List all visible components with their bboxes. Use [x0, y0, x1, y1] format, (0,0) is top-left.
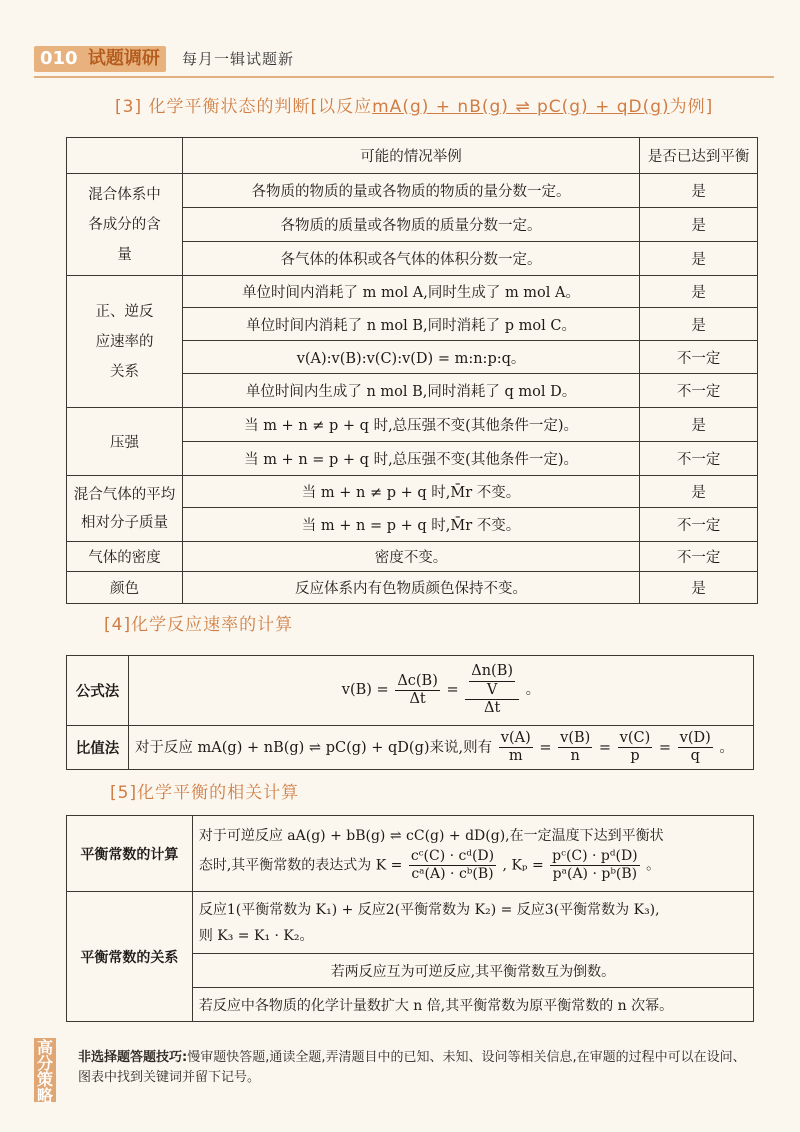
fraction-ratio-c [618, 730, 653, 766]
example-cell: 密度不变。 [182, 542, 639, 572]
header-cell-example: 可能的情况举例 [182, 138, 639, 174]
formula-end: 。 [525, 682, 541, 699]
section5-heading: [5]化学平衡的相关计算 [110, 783, 300, 803]
fraction-numerator: Δc(B) [395, 673, 440, 691]
ratio-equals: = [598, 739, 612, 756]
formula-lhs: v(B) = [341, 682, 389, 699]
page-number-badge [34, 46, 166, 72]
example-cell: 当 m + n = p + q 时,总压强不变(其他条件一定)。 [182, 442, 639, 476]
k-relation-b: 若两反应互为可逆反应,其平衡常数互为倒数。 [192, 954, 753, 988]
table-row [67, 476, 758, 508]
table-row [67, 656, 754, 726]
fraction-inner [469, 663, 515, 699]
group-label-density: 气体的密度 [67, 542, 183, 572]
example-cell: 单位时间内生成了 n mol B,同时消耗了 q mol D。 [182, 374, 639, 408]
result-cell: 是 [640, 276, 758, 308]
fraction-kp [550, 848, 640, 883]
k-calc-prefix: 态时,其平衡常数的表达式为 K = [198, 857, 403, 874]
fraction-denominator: pᵃ(A) · pᵇ(B) [552, 866, 638, 882]
example-cell: v(A):v(B):v(C):v(D) = m:n:p:q。 [182, 341, 639, 374]
rate-calculation-table [66, 655, 754, 770]
footer-tip [34, 1038, 770, 1105]
ratio-method-label: 比值法 [67, 726, 129, 770]
table-row [67, 276, 758, 308]
k-relation-a-line2: 则 K₃ = K₁ · K₂。 [198, 927, 314, 944]
result-cell: 不一定 [640, 374, 758, 408]
k-relation-label: 平衡常数的关系 [67, 892, 193, 1022]
ratio-text: 对于反应 mA(g) + nB(g) ⇌ pC(g) + qD(g)来说,则有 [134, 739, 493, 756]
header-cell-result: 是否已达到平衡 [640, 138, 758, 174]
equilibrium-judgement-table [66, 137, 758, 604]
k-calc-label: 平衡常数的计算 [67, 816, 193, 892]
tip-text [78, 1048, 758, 1088]
example-cell: 各物质的物质的量或各物质的物质的量分数一定。 [182, 174, 639, 208]
k-calc-line2 [199, 848, 747, 883]
page-header [34, 44, 774, 76]
strategy-side-tag: 高分策略 [34, 1038, 56, 1102]
table-row [67, 816, 754, 892]
fraction-numerator: v(B) [558, 730, 592, 748]
fraction-ratio-a [499, 730, 533, 766]
k-relation-c: 若反应中各物质的化学计量数扩大 n 倍,其平衡常数为原平衡常数的 n 次幂。 [192, 988, 753, 1022]
header-divider [34, 76, 774, 78]
fraction-denominator: m [508, 748, 523, 764]
k-relation-a [192, 892, 753, 954]
table-row [67, 408, 758, 442]
formula-equals: = [446, 682, 459, 699]
section3-heading [115, 92, 713, 117]
formula-method-label: 公式法 [67, 656, 129, 726]
fraction-numerator: v(D) [678, 730, 713, 748]
section-tag: 试题调研 [87, 48, 160, 69]
fraction-k [409, 848, 496, 883]
header-cell-blank [67, 138, 183, 174]
group-label-pressure: 压强 [67, 408, 183, 476]
fraction-denominator: V [486, 681, 498, 698]
fraction-dn-v-dt [465, 663, 519, 717]
table-row [67, 572, 758, 604]
fraction-ratio-b [558, 730, 592, 766]
example-cell: 当 m + n = p + q 时,M̄r 不变。 [182, 508, 639, 542]
ratio-end: 。 [719, 739, 734, 756]
fraction-numerator: cᶜ(C) · cᵈ(D) [410, 848, 495, 865]
example-cell: 各物质的质量或各物质的质量分数一定。 [182, 208, 639, 242]
table-row [67, 542, 758, 572]
fraction-denominator: cᵃ(A) · cᵇ(B) [411, 866, 494, 882]
ratio-equals: = [658, 739, 672, 756]
tip-title: 非选择题答题技巧: [78, 1050, 188, 1065]
section4-heading: [4]化学反应速率的计算 [104, 615, 294, 635]
group-label-content: 混合体系中各成分的含量 [67, 174, 183, 276]
ratio-method-content [128, 726, 753, 770]
table-row [67, 726, 754, 770]
result-cell: 是 [640, 174, 758, 208]
fraction-numerator: pᶜ(C) · pᵈ(D) [552, 848, 638, 865]
page-number: 010 [40, 48, 78, 69]
result-cell: 是 [640, 476, 758, 508]
k-calc-line1: 对于可逆反应 aA(g) + bB(g) ⇌ cC(g) + dD(g),在一定温度下达到平衡状 [198, 828, 664, 845]
tip-body: 慢审题快答题,通读全题,弄清题目中的已知、未知、设问等相关信息,在审题的过程中可以在设问、图表中找到关键词并留下记号。 [78, 1050, 746, 1085]
result-cell: 是 [640, 308, 758, 341]
fraction-denominator: q [690, 748, 700, 764]
fraction-numerator: v(C) [618, 730, 653, 748]
example-cell: 各气体的体积或各气体的体积分数一定。 [182, 242, 639, 276]
example-cell: 当 m + n ≠ p + q 时,M̄r 不变。 [182, 476, 639, 508]
fraction-numerator: Δn(B) [469, 663, 515, 681]
example-cell: 单位时间内消耗了 n mol B,同时消耗了 p mol C。 [182, 308, 639, 341]
result-cell: 是 [640, 208, 758, 242]
result-cell: 不一定 [640, 542, 758, 572]
fraction-ratio-d [678, 730, 713, 766]
result-cell: 是 [640, 242, 758, 276]
table-row [67, 174, 758, 208]
section3-reaction: mA(g) + nB(g) ⇌ pC(g) + qD(g) [372, 97, 670, 117]
k-relation-a-line1: 反应1(平衡常数为 K₁) + 反应2(平衡常数为 K₂) = 反应3(平衡常数为 K₃), [198, 901, 660, 918]
table-row [67, 892, 754, 954]
group-label-rate: 正、逆反应速率的关系 [67, 276, 183, 408]
fraction-denominator: n [570, 748, 580, 764]
fraction-denominator: Δt [483, 700, 501, 717]
section3-heading-prefix: [3] 化学平衡状态的判断[以反应 [115, 97, 373, 117]
ratio-equals: = [539, 739, 552, 756]
result-cell: 不一定 [640, 508, 758, 542]
example-cell: 当 m + n ≠ p + q 时,总压强不变(其他条件一定)。 [182, 408, 639, 442]
result-cell: 不一定 [640, 442, 758, 476]
k-calc-content [192, 816, 753, 892]
fraction-denominator: p [630, 748, 640, 764]
section3-heading-suffix: 为例] [669, 97, 714, 117]
example-cell: 反应体系内有色物质颜色保持不变。 [182, 572, 639, 604]
header-subtitle: 每月一辑试题新 [182, 50, 295, 68]
k-calc-end: 。 [646, 857, 661, 874]
fraction-numerator [465, 663, 519, 700]
formula-method-content [128, 656, 753, 726]
kp-sep: , Kₚ = [502, 857, 544, 874]
result-cell: 是 [640, 572, 758, 604]
table-header-row [67, 138, 758, 174]
group-label-molar-mass: 混合气体的平均相对分子质量 [67, 476, 183, 542]
result-cell: 不一定 [640, 341, 758, 374]
result-cell: 是 [640, 408, 758, 442]
fraction-dc-dt [395, 673, 440, 709]
group-label-color: 颜色 [67, 572, 183, 604]
example-cell: 单位时间内消耗了 m mol A,同时生成了 m mol A。 [182, 276, 639, 308]
fraction-numerator: v(A) [499, 730, 533, 748]
equilibrium-constant-table [66, 815, 754, 1022]
fraction-denominator: Δt [409, 691, 426, 707]
